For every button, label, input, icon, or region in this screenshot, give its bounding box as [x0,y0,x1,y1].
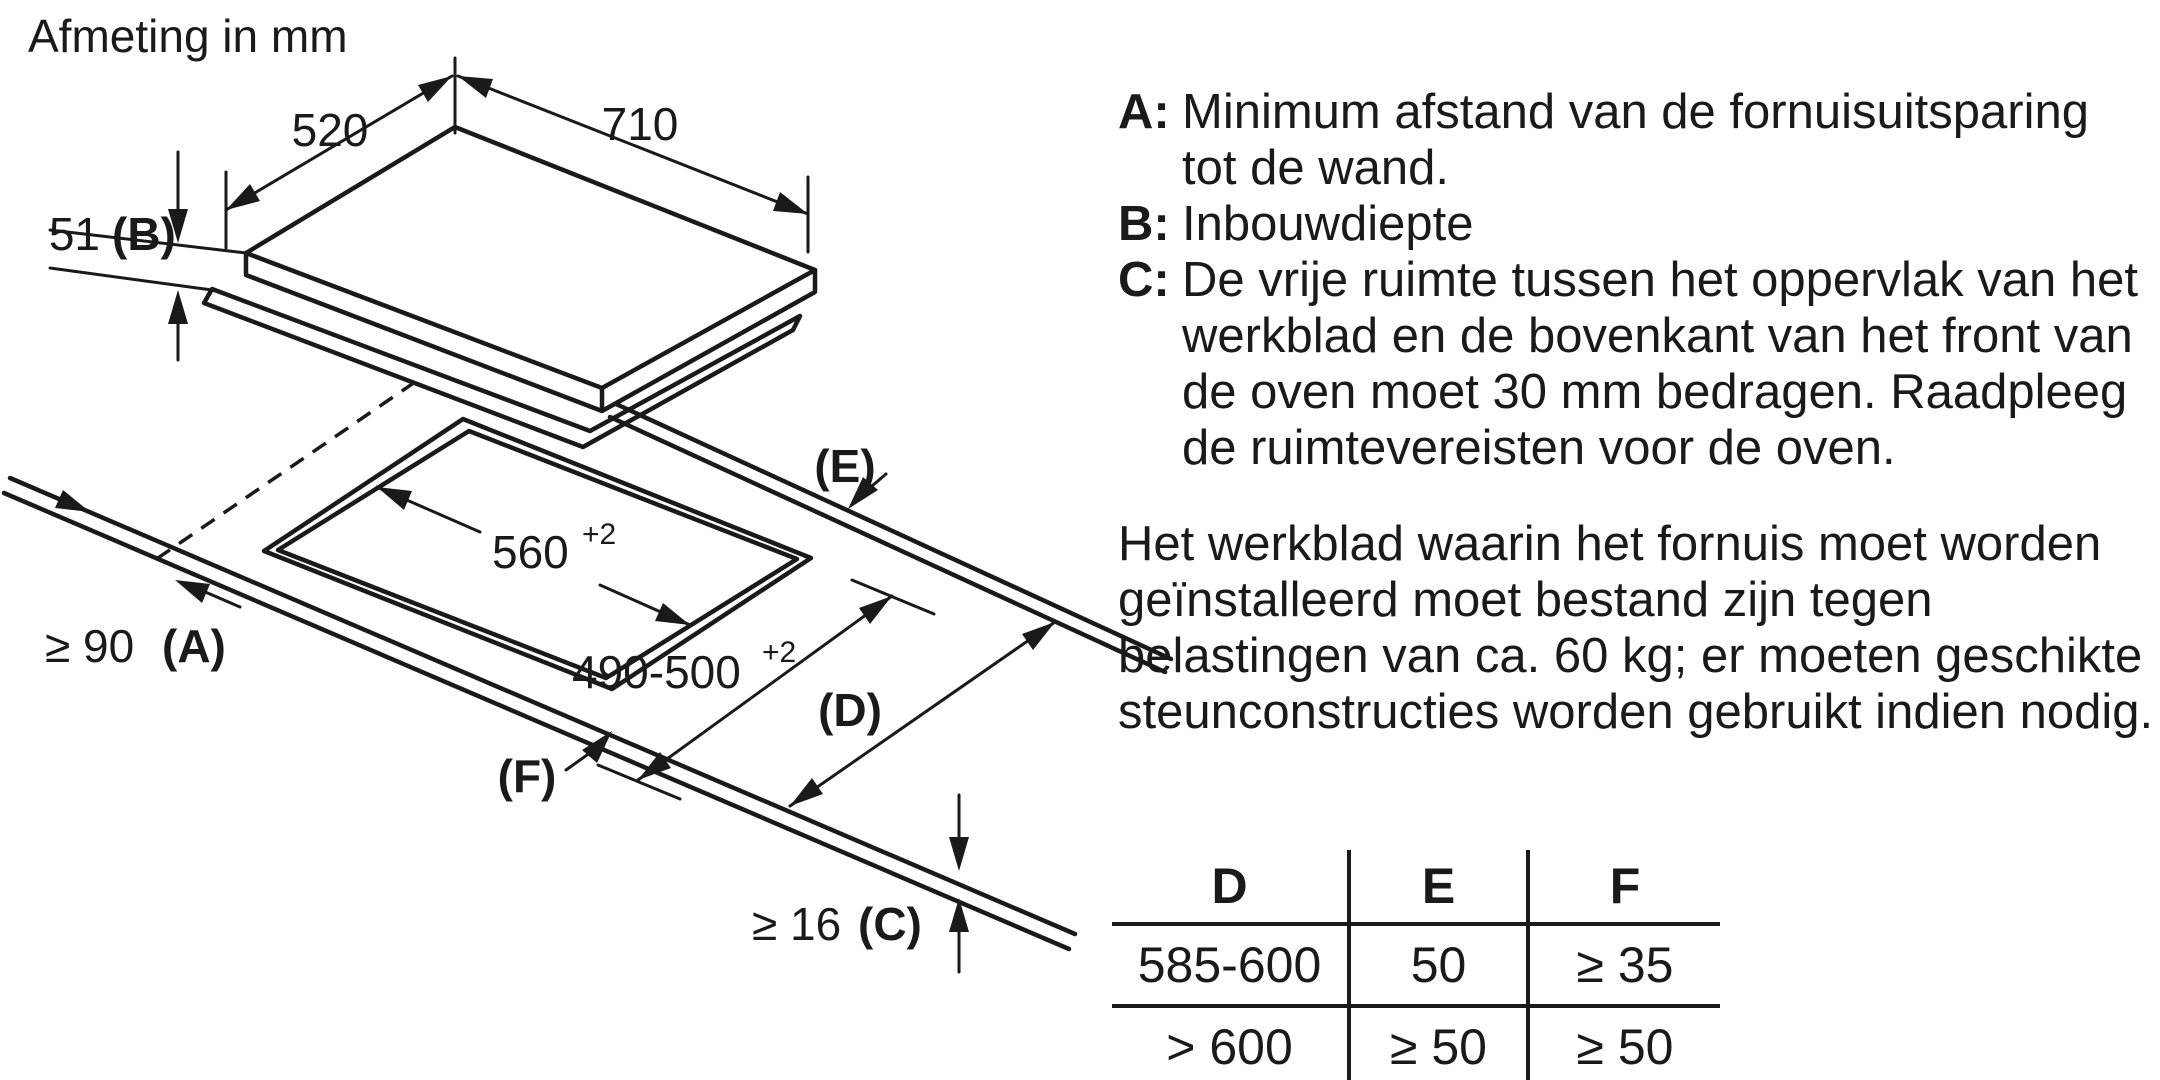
table-header-D: D [1211,858,1248,914]
table-cell-f1: ≥ 35 [1528,924,1720,1006]
label-thickness-51: 51 [48,208,100,260]
page-title: Afmeting in mm [28,10,348,62]
arrow-520-top-icon [418,76,452,102]
label-ref-B: (B) [112,208,176,260]
worktop-load-paragraph: Het werkblad waarin het fornuis moet worden geïnstalleerd moet bestand zijn tegen belastingen van ca. 60 kg; er moeten geschikte steunconstructies worden gebruikt indien nodig. [1118,517,2154,739]
table-cell-d2: > 600 [1166,1019,1293,1075]
label-ref-F: (F) [497,750,557,802]
table-header-row [1112,850,1720,924]
arrow-90-left-icon [175,580,210,603]
callout-F [498,731,612,802]
definition-a [1118,84,2150,196]
arrow-51-up-icon [168,290,188,324]
arrow-90-right-icon [55,490,90,512]
def-dimensions-table [1112,850,1720,1080]
label-cutout-width-tol: +2 [582,518,617,551]
table-cell-f2: ≥ 50 [1528,1006,1720,1080]
label-ref-D: (D) [818,684,882,736]
cooktop-slab [204,127,815,447]
label-cutout-depth: 490-500 [572,646,741,698]
arrow-D-up-icon [1022,622,1055,650]
arrow-F-icon [582,731,612,763]
definition-b-text: Inbouwdiepte [1182,197,1474,251]
table-cell-e1: 50 [1349,924,1528,1006]
arrow-520-left-icon [226,184,260,210]
dimension-16-C [752,795,969,972]
table-cell-e2: ≥ 50 [1349,1006,1528,1080]
table-cell-d1: 585-600 [1137,937,1322,993]
reference-definitions [1118,84,2150,476]
label-width-710: 710 [601,98,679,150]
table-row [1112,1006,1720,1080]
definition-b [1118,196,2150,252]
label-ref-C: (C) [858,898,922,950]
label-cutout-depth-tol: +2 [762,636,797,669]
label-wall-90: ≥ 90 [45,620,135,672]
arrow-490-upright-icon [859,596,892,624]
definition-c-label: C: [1118,253,1170,307]
label-cutout-width: 560 [492,526,569,578]
table-header-E: E [1349,850,1528,924]
label-depth-520: 520 [291,104,369,156]
definition-a-label: A: [1118,85,1170,139]
arrow-C-down-icon [949,837,969,871]
label-ref-E: (E) [814,440,876,492]
arrow-D-down-icon [790,778,823,806]
label-clearance-16: ≥ 16 [752,898,842,950]
label-ref-A: (A) [162,620,226,672]
arrow-710-left-icon [458,76,493,98]
dimension-51-B [49,152,246,360]
definition-b-label: B: [1118,197,1170,251]
table-row [1112,924,1720,1006]
arrow-710-right-icon [773,192,808,214]
definition-a-text: Minimum afstand van de fornuisuitsparing tot de wand. [1182,85,2089,195]
definition-c-text: De vrije ruimte tussen het oppervlak van het werkblad en de bovenkant van het front van de oven moet 30 mm bedragen. Raadpleeg de ruimtevereisten voor de oven. [1182,253,2138,475]
table-header-F: F [1528,850,1720,924]
definition-c [1118,252,2150,476]
dimension-D [790,622,1055,806]
